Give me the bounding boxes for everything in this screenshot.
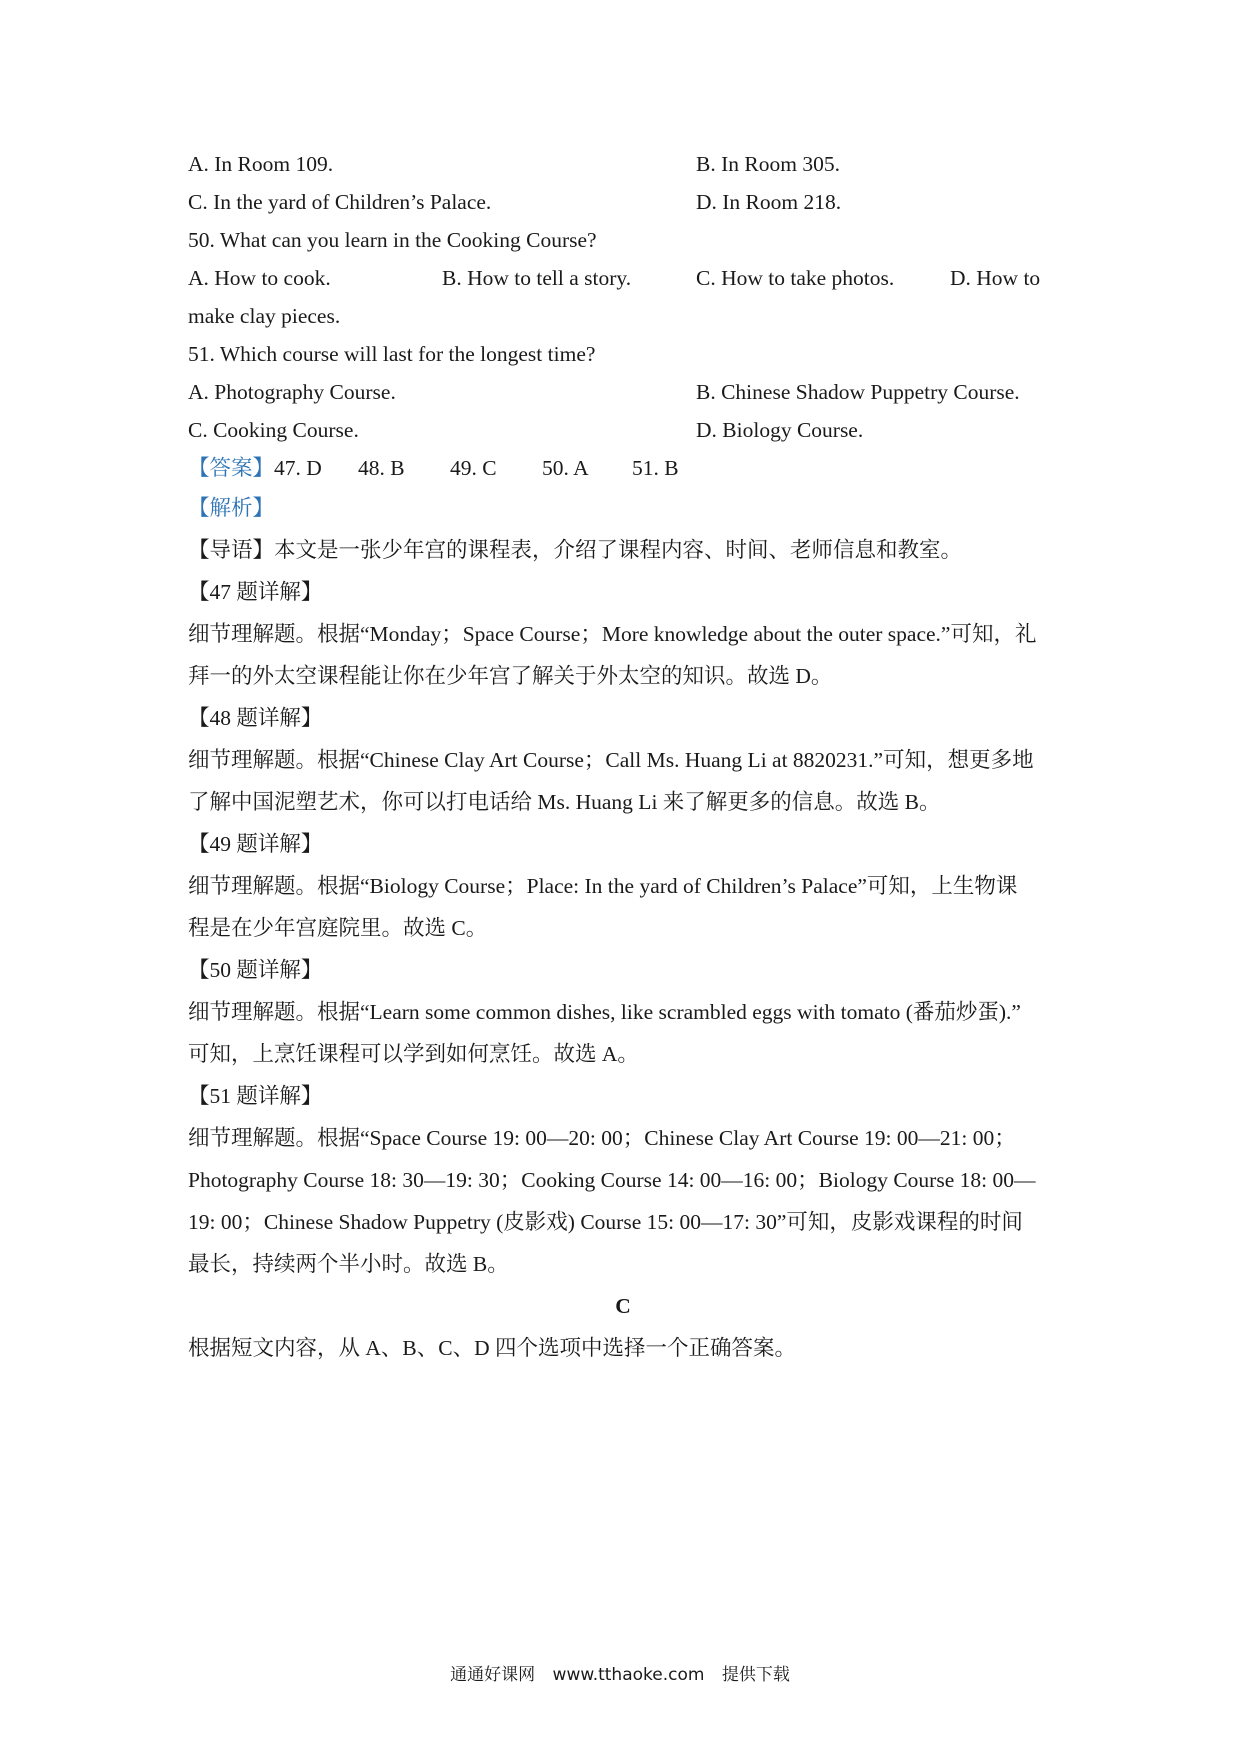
q47-explanation-line: 细节理解题。根据“Monday；Space Course；More knowledge about the outer space.”可知，礼 bbox=[188, 622, 1037, 646]
q50-options-row bbox=[188, 259, 1058, 297]
section-c-instruction: 根据短文内容，从 A、B、C、D 四个选项中选择一个正确答案。 bbox=[188, 1336, 796, 1360]
option-d: D. How to bbox=[950, 266, 1041, 290]
page-footer bbox=[0, 1660, 1240, 1685]
answer-48: 48. B bbox=[358, 456, 405, 480]
footer-url[interactable]: www.tthaoke.com bbox=[552, 1665, 705, 1685]
q51-question: 51. Which course will last for the longest time? bbox=[188, 342, 596, 366]
footer-suffix: 提供下载 bbox=[721, 1665, 790, 1685]
option-b: B. How to tell a story. bbox=[442, 266, 632, 290]
q51-explanation-line: 19: 00；Chinese Shadow Puppetry (皮影戏) Course 15: 00—17: 30”可知，皮影戏课程的时间 bbox=[188, 1210, 1023, 1234]
q50-explanation-line: 细节理解题。根据“Learn some common dishes, like scrambled eggs with tomato (番茄炒蛋).” bbox=[188, 1000, 1021, 1024]
option-c: C. How to take photos. bbox=[696, 266, 895, 290]
q51-explanation-line: 最长，持续两个半小时。故选 B。 bbox=[188, 1252, 509, 1276]
q49-explanation-line: 程是在少年宫庭院里。故选 C。 bbox=[188, 916, 488, 940]
q49-options-row-1 bbox=[188, 145, 1058, 183]
option-a: A. In Room 109. bbox=[188, 152, 334, 176]
option-c: C. Cooking Course. bbox=[188, 418, 359, 442]
q50-question: 50. What can you learn in the Cooking Course? bbox=[188, 228, 597, 252]
option-d: D. Biology Course. bbox=[696, 418, 864, 442]
q50-explanation-line: 可知，上烹饪课程可以学到如何烹饪。故选 A。 bbox=[188, 1042, 639, 1066]
q47-explanation-title: 【47 题详解】 bbox=[188, 580, 323, 604]
q51-explanation-line: Photography Course 18: 30—19: 30；Cooking Course 14: 00—16: 00；Biology Course 18: 00— bbox=[188, 1168, 1036, 1192]
option-a: A. Photography Course. bbox=[188, 380, 396, 404]
document-page bbox=[188, 145, 1058, 1369]
section-c-heading: C bbox=[615, 1294, 631, 1318]
q51-options-row-2 bbox=[188, 411, 1058, 449]
answer-50: 50. A bbox=[542, 456, 589, 480]
intro: 【导语】本文是一张少年宫的课程表，介绍了课程内容、时间、老师信息和教室。 bbox=[188, 538, 963, 562]
q49-explanation-line: 细节理解题。根据“Biology Course；Place: In the yard of Children’s Palace”可知，上生物课 bbox=[188, 874, 1018, 898]
q48-explanation-title: 【48 题详解】 bbox=[188, 706, 323, 730]
q51-explanation-title: 【51 题详解】 bbox=[188, 1084, 323, 1108]
answer-row bbox=[188, 449, 1058, 487]
option-c: C. In the yard of Children’s Palace. bbox=[188, 190, 492, 214]
q48-explanation-line: 细节理解题。根据“Chinese Clay Art Course；Call Ms. Huang Li at 8820231.”可知，想更多地 bbox=[188, 748, 1034, 772]
q51-options-row-1 bbox=[188, 373, 1058, 411]
answer-47: 47. D bbox=[274, 456, 322, 480]
answer-label: 【答案】 bbox=[188, 456, 275, 480]
q50-explanation-title: 【50 题详解】 bbox=[188, 958, 323, 982]
q49-explanation-title: 【49 题详解】 bbox=[188, 832, 323, 856]
option-d-continued: make clay pieces. bbox=[188, 304, 341, 328]
analysis-label: 【解析】 bbox=[188, 496, 275, 520]
footer-site-name: 通通好课网 bbox=[450, 1665, 536, 1685]
option-d: D. In Room 218. bbox=[696, 190, 842, 214]
q51-explanation-line: 细节理解题。根据“Space Course 19: 00—20: 00；Chinese Clay Art Course 19: 00—21: 00； bbox=[188, 1126, 1016, 1150]
option-b: B. In Room 305. bbox=[696, 152, 840, 176]
option-b: B. Chinese Shadow Puppetry Course. bbox=[696, 380, 1020, 404]
option-a: A. How to cook. bbox=[188, 266, 331, 290]
answer-51: 51. B bbox=[632, 456, 679, 480]
q48-explanation-line: 了解中国泥塑艺术，你可以打电话给 Ms. Huang Li 来了解更多的信息。故选 B。 bbox=[188, 790, 941, 814]
answer-49: 49. C bbox=[450, 456, 497, 480]
q47-explanation-line: 拜一的外太空课程能让你在少年宫了解关于外太空的知识。故选 D。 bbox=[188, 664, 833, 688]
q49-options-row-2 bbox=[188, 183, 1058, 221]
